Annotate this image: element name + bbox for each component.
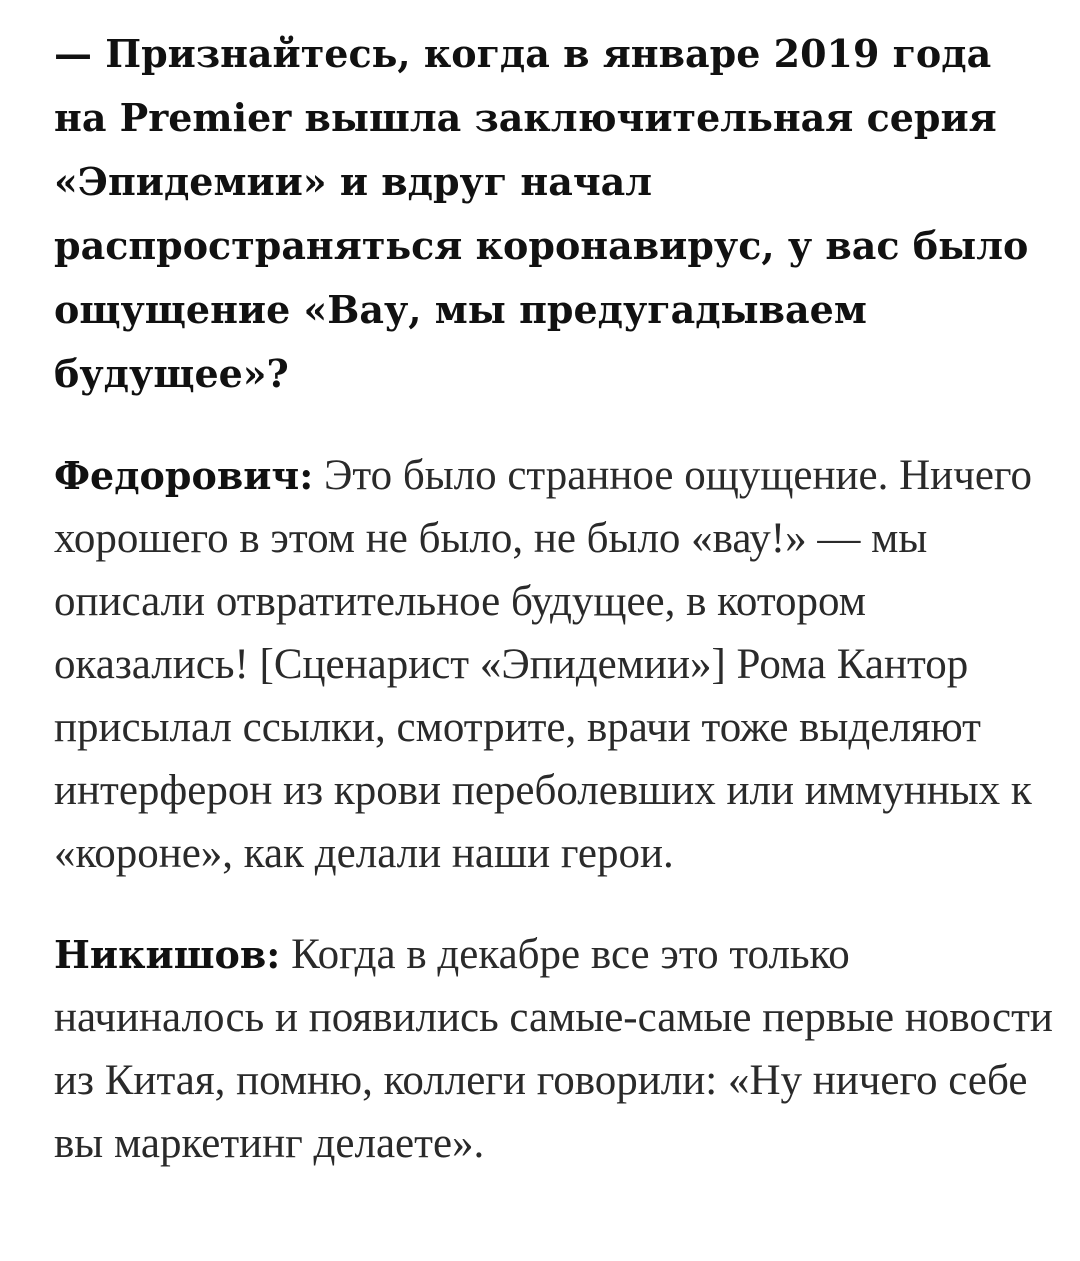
answer-nikishov bbox=[54, 923, 1054, 1175]
speaker-name: Никишов: bbox=[54, 932, 281, 977]
interview-question: — Признайтесь, когда в январе 2019 года на Premier вышла заключительная серия «Эпидемии» и вдруг начал распространяться коронавирус, у вас было ощущение «Вау, мы предугадываем будущее»? bbox=[54, 31, 1029, 396]
speaker-name: Федорович: bbox=[54, 453, 314, 498]
answer-text: Это было странное ощущение. Ничего хорошего в этом не было, не было «вау!» — мы описали отвратительное будущее, в котором оказались! [Сценарист «Эпидемии»] Рома Кантор присылал ссылки, смотрите, врачи тоже выделяют интерферон из крови переболевших или иммунных к «короне», как делали наши герои. bbox=[54, 452, 1032, 877]
answer-text: Когда в декабре все это только начиналось и появились самые-самые первые новости из Китая, помню, коллеги говорили: «Ну ничего себе вы маркетинг делаете». bbox=[54, 931, 1053, 1167]
answer-fedorovich bbox=[54, 444, 1054, 885]
interview-article bbox=[54, 22, 1054, 1175]
